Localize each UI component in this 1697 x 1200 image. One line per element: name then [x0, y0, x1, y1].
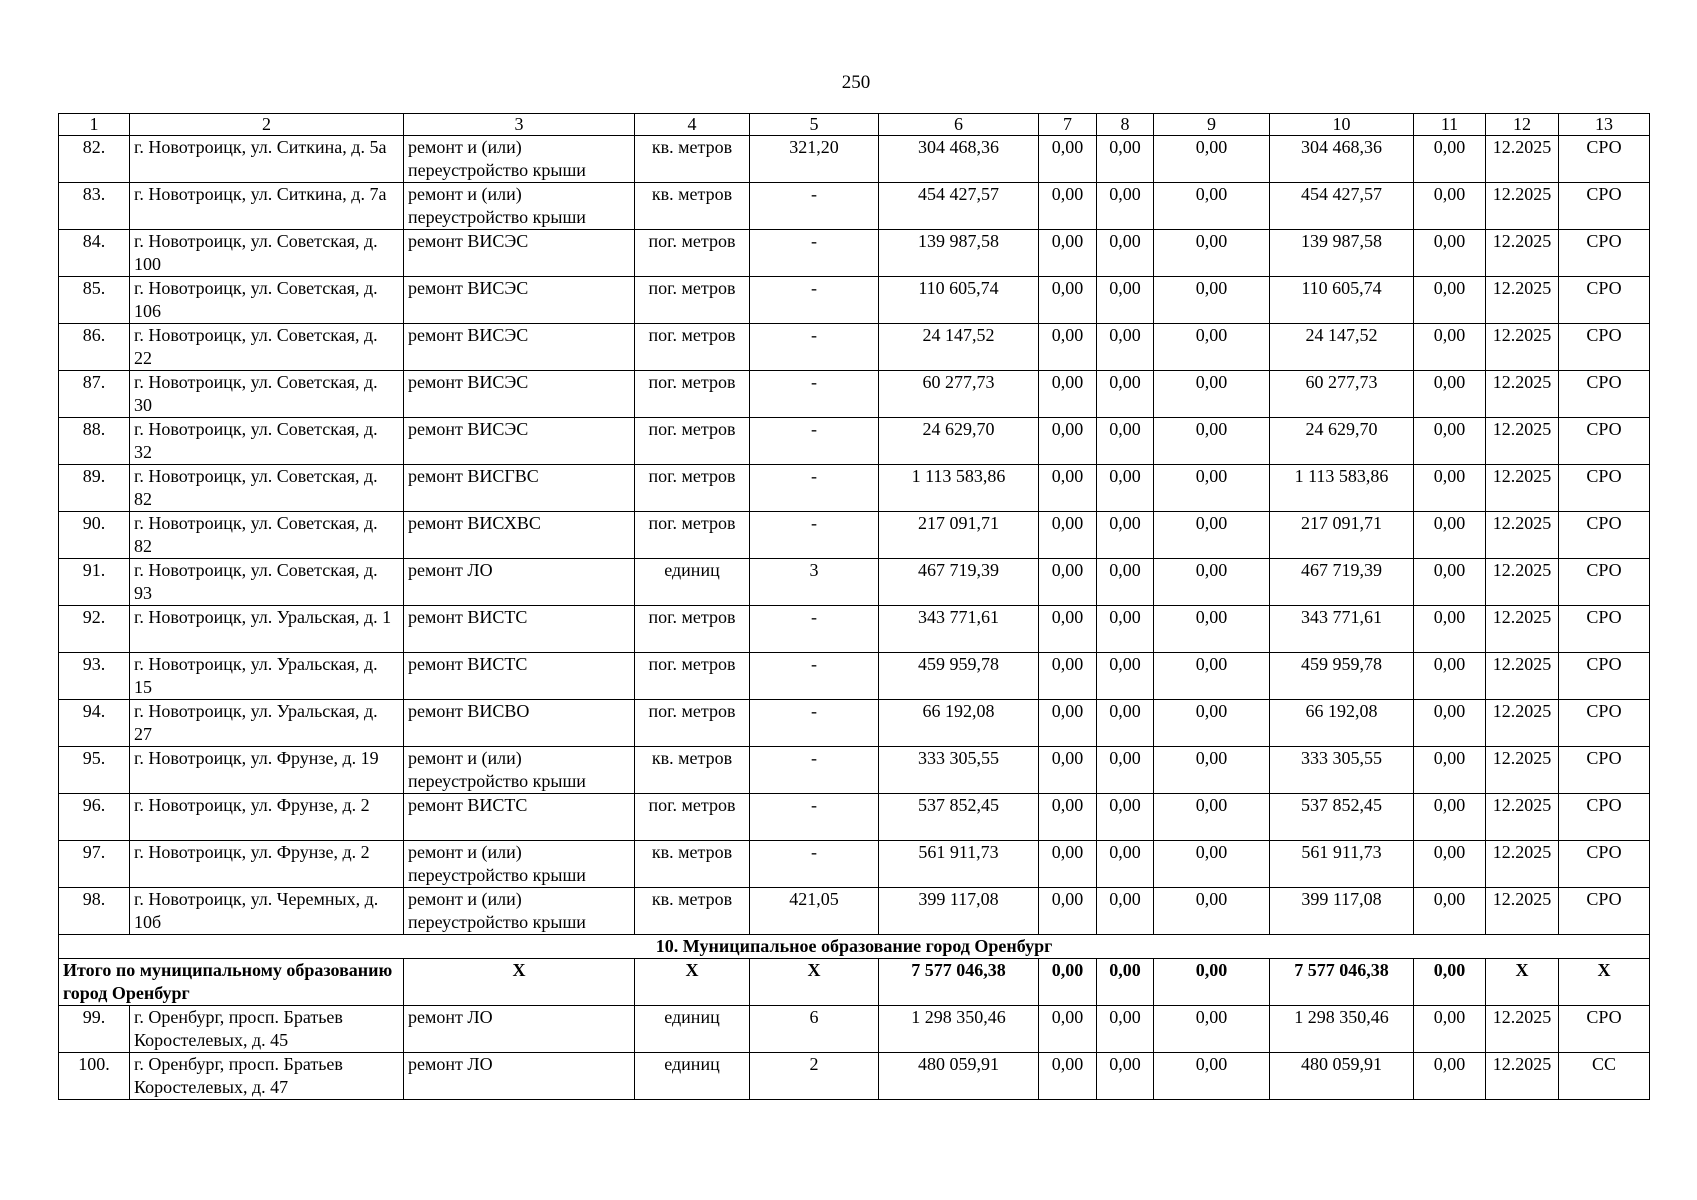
col10-cell: 537 852,45	[1270, 794, 1414, 841]
col10-cell: 139 987,58	[1270, 230, 1414, 277]
total-label: Итого по муниципальному образованию город Оренбург	[59, 959, 404, 1006]
quantity-cell: 6	[750, 1006, 879, 1053]
deadline-cell: 12.2025	[1486, 653, 1559, 700]
col11-cell: 0,00	[1414, 136, 1486, 183]
col8-cell: 0,00	[1097, 700, 1154, 747]
deadline-cell: 12.2025	[1486, 1053, 1559, 1100]
col9-cell: 0,00	[1154, 841, 1270, 888]
work-type-cell: ремонт ВИСХВС	[404, 512, 635, 559]
table-row	[59, 465, 1650, 512]
col9-cell: 0,00	[1154, 700, 1270, 747]
quantity-cell: 321,20	[750, 136, 879, 183]
row-number-cell: 90.	[59, 512, 130, 559]
table-row	[59, 559, 1650, 606]
col10-cell: 24 629,70	[1270, 418, 1414, 465]
header-cell: 9	[1154, 114, 1270, 136]
work-type-cell: ремонт ВИСЭС	[404, 277, 635, 324]
col11-cell: 0,00	[1414, 841, 1486, 888]
col8-cell: 0,00	[1097, 512, 1154, 559]
quantity-cell: -	[750, 277, 879, 324]
work-type-cell: ремонт ЛО	[404, 1053, 635, 1100]
col7-cell: 0,00	[1039, 747, 1097, 794]
unit-cell: единиц	[635, 1006, 750, 1053]
col9-cell: 0,00	[1154, 559, 1270, 606]
col8-cell: 0,00	[1097, 559, 1154, 606]
col9-cell: 0,00	[1154, 794, 1270, 841]
col7-cell: 0,00	[1039, 700, 1097, 747]
table-row	[59, 277, 1650, 324]
total-cell: Х	[1559, 959, 1650, 1006]
col11-cell: 0,00	[1414, 371, 1486, 418]
cost-total-cell: 561 911,73	[879, 841, 1039, 888]
unit-cell: кв. метров	[635, 841, 750, 888]
work-type-cell: ремонт ВИСВО	[404, 700, 635, 747]
col11-cell: 0,00	[1414, 512, 1486, 559]
address-cell: г. Новотроицк, ул. Уральская, д. 1	[130, 606, 404, 653]
quantity-cell: -	[750, 700, 879, 747]
method-cell: СРО	[1559, 324, 1650, 371]
cost-total-cell: 217 091,71	[879, 512, 1039, 559]
work-type-cell: ремонт и (или) переустройство крыши	[404, 183, 635, 230]
row-number-cell: 89.	[59, 465, 130, 512]
method-cell: СРО	[1559, 794, 1650, 841]
address-cell: г. Новотроицк, ул. Черемных, д. 10б	[130, 888, 404, 935]
unit-cell: пог. метров	[635, 794, 750, 841]
cost-total-cell: 110 605,74	[879, 277, 1039, 324]
col9-cell: 0,00	[1154, 277, 1270, 324]
quantity-cell: 421,05	[750, 888, 879, 935]
unit-cell: пог. метров	[635, 324, 750, 371]
deadline-cell: 12.2025	[1486, 371, 1559, 418]
quantity-cell: -	[750, 841, 879, 888]
cost-total-cell: 24 147,52	[879, 324, 1039, 371]
col10-cell: 24 147,52	[1270, 324, 1414, 371]
work-type-cell: ремонт и (или) переустройство крыши	[404, 841, 635, 888]
quantity-cell: -	[750, 794, 879, 841]
total-cell: 7 577 046,38	[1270, 959, 1414, 1006]
address-cell: г. Новотроицк, ул. Ситкина, д. 7а	[130, 183, 404, 230]
col11-cell: 0,00	[1414, 230, 1486, 277]
address-cell: г. Новотроицк, ул. Советская, д. 82	[130, 512, 404, 559]
header-cell: 6	[879, 114, 1039, 136]
address-cell: г. Новотроицк, ул. Советская, д. 32	[130, 418, 404, 465]
work-type-cell: ремонт ВИСТС	[404, 606, 635, 653]
address-cell: г. Новотроицк, ул. Советская, д. 22	[130, 324, 404, 371]
row-number-cell: 84.	[59, 230, 130, 277]
method-cell: СРО	[1559, 371, 1650, 418]
col10-cell: 333 305,55	[1270, 747, 1414, 794]
col9-cell: 0,00	[1154, 418, 1270, 465]
col9-cell: 0,00	[1154, 324, 1270, 371]
quantity-cell: -	[750, 371, 879, 418]
table-row	[59, 794, 1650, 841]
col10-cell: 1 113 583,86	[1270, 465, 1414, 512]
col11-cell: 0,00	[1414, 1053, 1486, 1100]
unit-cell: кв. метров	[635, 183, 750, 230]
quantity-cell: -	[750, 183, 879, 230]
col9-cell: 0,00	[1154, 747, 1270, 794]
col9-cell: 0,00	[1154, 183, 1270, 230]
section-row	[59, 935, 1650, 959]
header-cell: 7	[1039, 114, 1097, 136]
col8-cell: 0,00	[1097, 1006, 1154, 1053]
address-cell: г. Оренбург, просп. Братьев Коростелевых, д. 45	[130, 1006, 404, 1053]
table-row	[59, 183, 1650, 230]
header-cell: 2	[130, 114, 404, 136]
col9-cell: 0,00	[1154, 371, 1270, 418]
col11-cell: 0,00	[1414, 747, 1486, 794]
total-cell: 7 577 046,38	[879, 959, 1039, 1006]
col8-cell: 0,00	[1097, 183, 1154, 230]
col7-cell: 0,00	[1039, 606, 1097, 653]
work-type-cell: ремонт ВИСЭС	[404, 371, 635, 418]
quantity-cell: -	[750, 512, 879, 559]
deadline-cell: 12.2025	[1486, 230, 1559, 277]
total-cell: Х	[750, 959, 879, 1006]
total-cell: 0,00	[1414, 959, 1486, 1006]
work-type-cell: ремонт и (или) переустройство крыши	[404, 888, 635, 935]
row-number-cell: 99.	[59, 1006, 130, 1053]
address-cell: г. Новотроицк, ул. Советская, д. 106	[130, 277, 404, 324]
col8-cell: 0,00	[1097, 277, 1154, 324]
row-number-cell: 91.	[59, 559, 130, 606]
unit-cell: единиц	[635, 559, 750, 606]
row-number-cell: 82.	[59, 136, 130, 183]
col10-cell: 343 771,61	[1270, 606, 1414, 653]
unit-cell: пог. метров	[635, 700, 750, 747]
col7-cell: 0,00	[1039, 794, 1097, 841]
unit-cell: пог. метров	[635, 418, 750, 465]
method-cell: СРО	[1559, 183, 1650, 230]
address-cell: г. Новотроицк, ул. Советская, д. 82	[130, 465, 404, 512]
col11-cell: 0,00	[1414, 559, 1486, 606]
cost-total-cell: 459 959,78	[879, 653, 1039, 700]
deadline-cell: 12.2025	[1486, 512, 1559, 559]
col11-cell: 0,00	[1414, 1006, 1486, 1053]
cost-total-cell: 24 629,70	[879, 418, 1039, 465]
col7-cell: 0,00	[1039, 512, 1097, 559]
unit-cell: пог. метров	[635, 230, 750, 277]
work-type-cell: ремонт ЛО	[404, 559, 635, 606]
row-number-cell: 93.	[59, 653, 130, 700]
work-type-cell: ремонт и (или) переустройство крыши	[404, 136, 635, 183]
method-cell: СРО	[1559, 559, 1650, 606]
col8-cell: 0,00	[1097, 465, 1154, 512]
col10-cell: 217 091,71	[1270, 512, 1414, 559]
address-cell: г. Новотроицк, ул. Советская, д. 100	[130, 230, 404, 277]
row-number-cell: 83.	[59, 183, 130, 230]
header-cell: 11	[1414, 114, 1486, 136]
col11-cell: 0,00	[1414, 606, 1486, 653]
quantity-cell: -	[750, 230, 879, 277]
cost-total-cell: 66 192,08	[879, 700, 1039, 747]
address-cell: г. Новотроицк, ул. Советская, д. 30	[130, 371, 404, 418]
col7-cell: 0,00	[1039, 136, 1097, 183]
section-title: 10. Муниципальное образование город Оренбург	[59, 935, 1650, 959]
col8-cell: 0,00	[1097, 794, 1154, 841]
quantity-cell: -	[750, 418, 879, 465]
row-number-cell: 87.	[59, 371, 130, 418]
work-type-cell: ремонт ВИСЭС	[404, 230, 635, 277]
method-cell: СРО	[1559, 1006, 1650, 1053]
unit-cell: пог. метров	[635, 512, 750, 559]
method-cell: СС	[1559, 1053, 1650, 1100]
col7-cell: 0,00	[1039, 653, 1097, 700]
col11-cell: 0,00	[1414, 700, 1486, 747]
col9-cell: 0,00	[1154, 230, 1270, 277]
table-row	[59, 653, 1650, 700]
col7-cell: 0,00	[1039, 183, 1097, 230]
col8-cell: 0,00	[1097, 841, 1154, 888]
deadline-cell: 12.2025	[1486, 841, 1559, 888]
header-cell: 4	[635, 114, 750, 136]
header-cell: 5	[750, 114, 879, 136]
total-cell: Х	[404, 959, 635, 1006]
row-number-cell: 94.	[59, 700, 130, 747]
quantity-cell: -	[750, 606, 879, 653]
row-number-cell: 96.	[59, 794, 130, 841]
unit-cell: пог. метров	[635, 653, 750, 700]
header-cell: 13	[1559, 114, 1650, 136]
address-cell: г. Новотроицк, ул. Фрунзе, д. 2	[130, 794, 404, 841]
work-type-cell: ремонт и (или) переустройство крыши	[404, 747, 635, 794]
col10-cell: 1 298 350,46	[1270, 1006, 1414, 1053]
deadline-cell: 12.2025	[1486, 324, 1559, 371]
table-row	[59, 512, 1650, 559]
method-cell: СРО	[1559, 136, 1650, 183]
col9-cell: 0,00	[1154, 888, 1270, 935]
row-number-cell: 85.	[59, 277, 130, 324]
work-type-cell: ремонт ВИСТС	[404, 794, 635, 841]
header-row	[59, 114, 1650, 136]
col10-cell: 399 117,08	[1270, 888, 1414, 935]
work-type-cell: ремонт ЛО	[404, 1006, 635, 1053]
cost-total-cell: 139 987,58	[879, 230, 1039, 277]
deadline-cell: 12.2025	[1486, 559, 1559, 606]
col8-cell: 0,00	[1097, 418, 1154, 465]
col10-cell: 60 277,73	[1270, 371, 1414, 418]
address-cell: г. Новотроицк, ул. Уральская, д. 15	[130, 653, 404, 700]
deadline-cell: 12.2025	[1486, 1006, 1559, 1053]
col8-cell: 0,00	[1097, 606, 1154, 653]
col7-cell: 0,00	[1039, 1053, 1097, 1100]
deadline-cell: 12.2025	[1486, 136, 1559, 183]
quantity-cell: 3	[750, 559, 879, 606]
unit-cell: пог. метров	[635, 371, 750, 418]
table-row	[59, 841, 1650, 888]
deadline-cell: 12.2025	[1486, 183, 1559, 230]
method-cell: СРО	[1559, 841, 1650, 888]
address-cell: г. Новотроицк, ул. Фрунзе, д. 2	[130, 841, 404, 888]
col9-cell: 0,00	[1154, 465, 1270, 512]
col8-cell: 0,00	[1097, 1053, 1154, 1100]
col10-cell: 480 059,91	[1270, 1053, 1414, 1100]
deadline-cell: 12.2025	[1486, 888, 1559, 935]
col8-cell: 0,00	[1097, 324, 1154, 371]
col9-cell: 0,00	[1154, 512, 1270, 559]
quantity-cell: 2	[750, 1053, 879, 1100]
deadline-cell: 12.2025	[1486, 794, 1559, 841]
address-cell: г. Новотроицк, ул. Ситкина, д. 5а	[130, 136, 404, 183]
cost-total-cell: 60 277,73	[879, 371, 1039, 418]
col11-cell: 0,00	[1414, 653, 1486, 700]
col7-cell: 0,00	[1039, 559, 1097, 606]
work-type-cell: ремонт ВИСТС	[404, 653, 635, 700]
col9-cell: 0,00	[1154, 653, 1270, 700]
repair-program-table	[58, 113, 1650, 1100]
unit-cell: единиц	[635, 1053, 750, 1100]
col10-cell: 459 959,78	[1270, 653, 1414, 700]
method-cell: СРО	[1559, 888, 1650, 935]
method-cell: СРО	[1559, 747, 1650, 794]
method-cell: СРО	[1559, 277, 1650, 324]
header-cell: 3	[404, 114, 635, 136]
cost-total-cell: 537 852,45	[879, 794, 1039, 841]
method-cell: СРО	[1559, 700, 1650, 747]
col7-cell: 0,00	[1039, 841, 1097, 888]
method-cell: СРО	[1559, 512, 1650, 559]
address-cell: г. Оренбург, просп. Братьев Коростелевых, д. 47	[130, 1053, 404, 1100]
deadline-cell: 12.2025	[1486, 700, 1559, 747]
cost-total-cell: 1 298 350,46	[879, 1006, 1039, 1053]
deadline-cell: 12.2025	[1486, 418, 1559, 465]
table-row	[59, 700, 1650, 747]
col10-cell: 66 192,08	[1270, 700, 1414, 747]
col8-cell: 0,00	[1097, 136, 1154, 183]
cost-total-cell: 480 059,91	[879, 1053, 1039, 1100]
row-number-cell: 95.	[59, 747, 130, 794]
cost-total-cell: 333 305,55	[879, 747, 1039, 794]
col9-cell: 0,00	[1154, 136, 1270, 183]
col7-cell: 0,00	[1039, 1006, 1097, 1053]
table-row	[59, 606, 1650, 653]
quantity-cell: -	[750, 465, 879, 512]
col11-cell: 0,00	[1414, 183, 1486, 230]
row-number-cell: 88.	[59, 418, 130, 465]
total-cell: Х	[1486, 959, 1559, 1006]
header-cell: 1	[59, 114, 130, 136]
table-row	[59, 747, 1650, 794]
address-cell: г. Новотроицк, ул. Фрунзе, д. 19	[130, 747, 404, 794]
cost-total-cell: 399 117,08	[879, 888, 1039, 935]
quantity-cell: -	[750, 747, 879, 794]
table-row	[59, 418, 1650, 465]
cost-total-cell: 454 427,57	[879, 183, 1039, 230]
work-type-cell: ремонт ВИСЭС	[404, 418, 635, 465]
col9-cell: 0,00	[1154, 1006, 1270, 1053]
cost-total-cell: 1 113 583,86	[879, 465, 1039, 512]
col11-cell: 0,00	[1414, 465, 1486, 512]
col10-cell: 467 719,39	[1270, 559, 1414, 606]
col9-cell: 0,00	[1154, 1053, 1270, 1100]
page-number: 250	[841, 72, 871, 93]
header-cell: 12	[1486, 114, 1559, 136]
col11-cell: 0,00	[1414, 418, 1486, 465]
total-cell: 0,00	[1097, 959, 1154, 1006]
row-number-cell: 98.	[59, 888, 130, 935]
col7-cell: 0,00	[1039, 465, 1097, 512]
method-cell: СРО	[1559, 653, 1650, 700]
col7-cell: 0,00	[1039, 418, 1097, 465]
col10-cell: 304 468,36	[1270, 136, 1414, 183]
table-row	[59, 324, 1650, 371]
total-row	[59, 959, 1650, 1006]
table-row	[59, 888, 1650, 935]
row-number-cell: 86.	[59, 324, 130, 371]
method-cell: СРО	[1559, 465, 1650, 512]
col8-cell: 0,00	[1097, 371, 1154, 418]
table-row	[59, 371, 1650, 418]
col7-cell: 0,00	[1039, 324, 1097, 371]
table-row	[59, 1006, 1650, 1053]
col8-cell: 0,00	[1097, 653, 1154, 700]
unit-cell: кв. метров	[635, 136, 750, 183]
col11-cell: 0,00	[1414, 277, 1486, 324]
quantity-cell: -	[750, 324, 879, 371]
work-type-cell: ремонт ВИСГВС	[404, 465, 635, 512]
method-cell: СРО	[1559, 418, 1650, 465]
col8-cell: 0,00	[1097, 230, 1154, 277]
total-cell: 0,00	[1154, 959, 1270, 1006]
deadline-cell: 12.2025	[1486, 747, 1559, 794]
col10-cell: 454 427,57	[1270, 183, 1414, 230]
unit-cell: пог. метров	[635, 465, 750, 512]
address-cell: г. Новотроицк, ул. Уральская, д. 27	[130, 700, 404, 747]
quantity-cell: -	[750, 653, 879, 700]
row-number-cell: 100.	[59, 1053, 130, 1100]
table-row	[59, 230, 1650, 277]
table-body	[59, 114, 1650, 1100]
deadline-cell: 12.2025	[1486, 277, 1559, 324]
col7-cell: 0,00	[1039, 230, 1097, 277]
work-type-cell: ремонт ВИСЭС	[404, 324, 635, 371]
cost-total-cell: 304 468,36	[879, 136, 1039, 183]
header-cell: 10	[1270, 114, 1414, 136]
col8-cell: 0,00	[1097, 747, 1154, 794]
col10-cell: 110 605,74	[1270, 277, 1414, 324]
table-row	[59, 136, 1650, 183]
row-number-cell: 97.	[59, 841, 130, 888]
col8-cell: 0,00	[1097, 888, 1154, 935]
deadline-cell: 12.2025	[1486, 465, 1559, 512]
method-cell: СРО	[1559, 606, 1650, 653]
row-number-cell: 92.	[59, 606, 130, 653]
col11-cell: 0,00	[1414, 324, 1486, 371]
unit-cell: пог. метров	[635, 277, 750, 324]
col9-cell: 0,00	[1154, 606, 1270, 653]
address-cell: г. Новотроицк, ул. Советская, д. 93	[130, 559, 404, 606]
deadline-cell: 12.2025	[1486, 606, 1559, 653]
unit-cell: кв. метров	[635, 888, 750, 935]
total-cell: Х	[635, 959, 750, 1006]
total-cell: 0,00	[1039, 959, 1097, 1006]
header-cell: 8	[1097, 114, 1154, 136]
cost-total-cell: 343 771,61	[879, 606, 1039, 653]
unit-cell: кв. метров	[635, 747, 750, 794]
col11-cell: 0,00	[1414, 888, 1486, 935]
col11-cell: 0,00	[1414, 794, 1486, 841]
col7-cell: 0,00	[1039, 277, 1097, 324]
unit-cell: пог. метров	[635, 606, 750, 653]
cost-total-cell: 467 719,39	[879, 559, 1039, 606]
col7-cell: 0,00	[1039, 888, 1097, 935]
method-cell: СРО	[1559, 230, 1650, 277]
table-row	[59, 1053, 1650, 1100]
col10-cell: 561 911,73	[1270, 841, 1414, 888]
col7-cell: 0,00	[1039, 371, 1097, 418]
